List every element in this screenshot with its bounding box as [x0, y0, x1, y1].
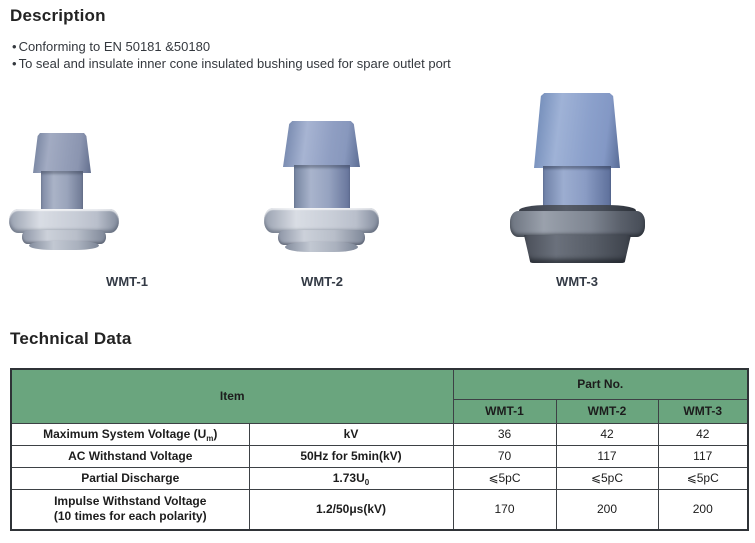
product-label-wmt-3: WMT-3 [556, 274, 598, 289]
row-value: 200 [556, 489, 658, 530]
row-value: ⩽5pC [453, 467, 556, 489]
table-header-item: Item [11, 369, 453, 423]
table-row [11, 467, 748, 489]
wmt-1-cap [33, 133, 91, 173]
table-header-wmt-1: WMT-1 [453, 399, 556, 423]
wmt-2-neck [294, 165, 350, 211]
row-unit: 1.2/50μs(kV) [249, 489, 453, 530]
table-row [11, 423, 748, 445]
technical-data-heading: Technical Data [10, 329, 132, 348]
description-heading: Description [10, 6, 106, 25]
row-value: 200 [658, 489, 748, 530]
table-header-wmt-2: WMT-2 [556, 399, 658, 423]
wmt-2-lip [285, 242, 358, 252]
row-value: 170 [453, 489, 556, 530]
row-item-name: AC Withstand Voltage [11, 445, 249, 467]
row-value: 117 [658, 445, 748, 467]
wmt-3-base [524, 235, 631, 263]
wmt-1-neck [41, 171, 83, 213]
wmt-3-cap [534, 93, 620, 168]
table-header-part-no: Part No. [453, 369, 748, 399]
row-value: 117 [556, 445, 658, 467]
product-label-wmt-1: WMT-1 [106, 274, 148, 289]
row-value: 70 [453, 445, 556, 467]
bullet-marker: • [12, 39, 17, 54]
row-item-name: Partial Discharge [11, 467, 249, 489]
technical-data-table [10, 368, 749, 531]
wmt-3-flange [510, 211, 645, 237]
row-item-name: Impulse Withstand Voltage (10 times for each polarity) [11, 489, 249, 530]
row-value: 36 [453, 423, 556, 445]
product-label-wmt-2: WMT-2 [301, 274, 343, 289]
row-value: 42 [658, 423, 748, 445]
row-unit: $1.73U_0$ [249, 467, 453, 489]
row-item-name: Maximum System Voltage $(U_m)$ [11, 423, 249, 445]
row-unit: 50Hz for 5min(kV) [249, 445, 453, 467]
wmt-1-lip [29, 241, 99, 250]
bullet-text: Conforming to EN 50181 &50180 [18, 39, 211, 54]
table-row [11, 445, 748, 467]
table-row [11, 489, 748, 530]
row-value: ⩽5pC [556, 467, 658, 489]
row-value: ⩽5pC [658, 467, 748, 489]
bullet-marker: • [12, 56, 17, 71]
table-header-wmt-3: WMT-3 [658, 399, 748, 423]
row-unit: kV [249, 423, 453, 445]
bullet-text: To seal and insulate inner cone insulated bushing used for spare outlet port [18, 56, 451, 71]
row-value: 42 [556, 423, 658, 445]
wmt-2-cap [283, 121, 360, 167]
